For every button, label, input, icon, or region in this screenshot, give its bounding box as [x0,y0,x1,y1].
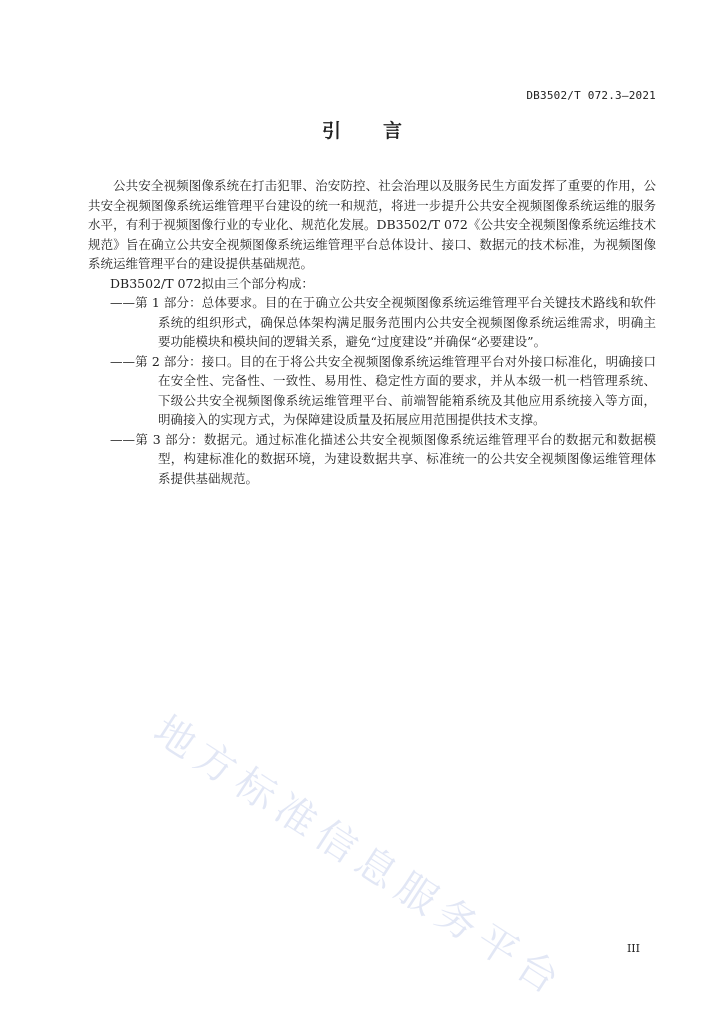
document-body [88,176,656,488]
page-number: III [626,942,640,955]
watermark: 地方标准信息服务平台 [145,707,574,1008]
parts-intro: DB3502/T 072拟由三个部分构成： [110,275,314,291]
document-code: DB3502/T 072.3—2021 [526,89,656,102]
part-2-item: ——第 2 部分：接口。目的在于将公共安全视频图像系统运维管理平台对外接口标准化，明确接口在安全性、完备性、一致性、易用性、稳定性方面的要求，并从本级一机一档管理系统、下级公共安全视频图像系统运维管理平台、前端智能箱系统及其他应用系统接入等方面，明确接入的实现方式，为保障建设质量及拓展应用范围提供技术支撑。 [110,353,656,427]
section-title: 引言 [321,120,444,142]
intro-paragraph: 公共安全视频图像系统在打击犯罪、治安防控、社会治理以及服务民生方面发挥了重要的作用，公共安全视频图像系统运维管理平台建设的统一和规范，将进一步提升公共安全视频图像系统运维的服务水平，有利于视频图像行业的专业化、规范化发展。DB3502/T 072《公共安全视频图像系统运维技术规范》旨在确立公共安全视频图像系统运维管理平台总体设计、接口、数据元的技术标准，为视频图像系统运维管理平台的建设提供基础规范。 [88,178,656,271]
part-3-item: ——第 3 部分：数据元。通过标准化描述公共安全视频图像系统运维管理平台的数据元和数据模型，构建标准化的数据环境，为建设数据共享、标准统一的公共安全视频图像运维管理体系提供基础规范。 [110,431,656,486]
part-1-item: ——第 1 部分：总体要求。目的在于确立公共安全视频图像系统运维管理平台关键技术路线和软件系统的组织形式，确保总体架构满足服务范围内公共安全视频图像系统运维需求，明确主要功能模块和模块间的逻辑关系，避免“过度建设”并确保“必要建设”。 [110,295,656,349]
